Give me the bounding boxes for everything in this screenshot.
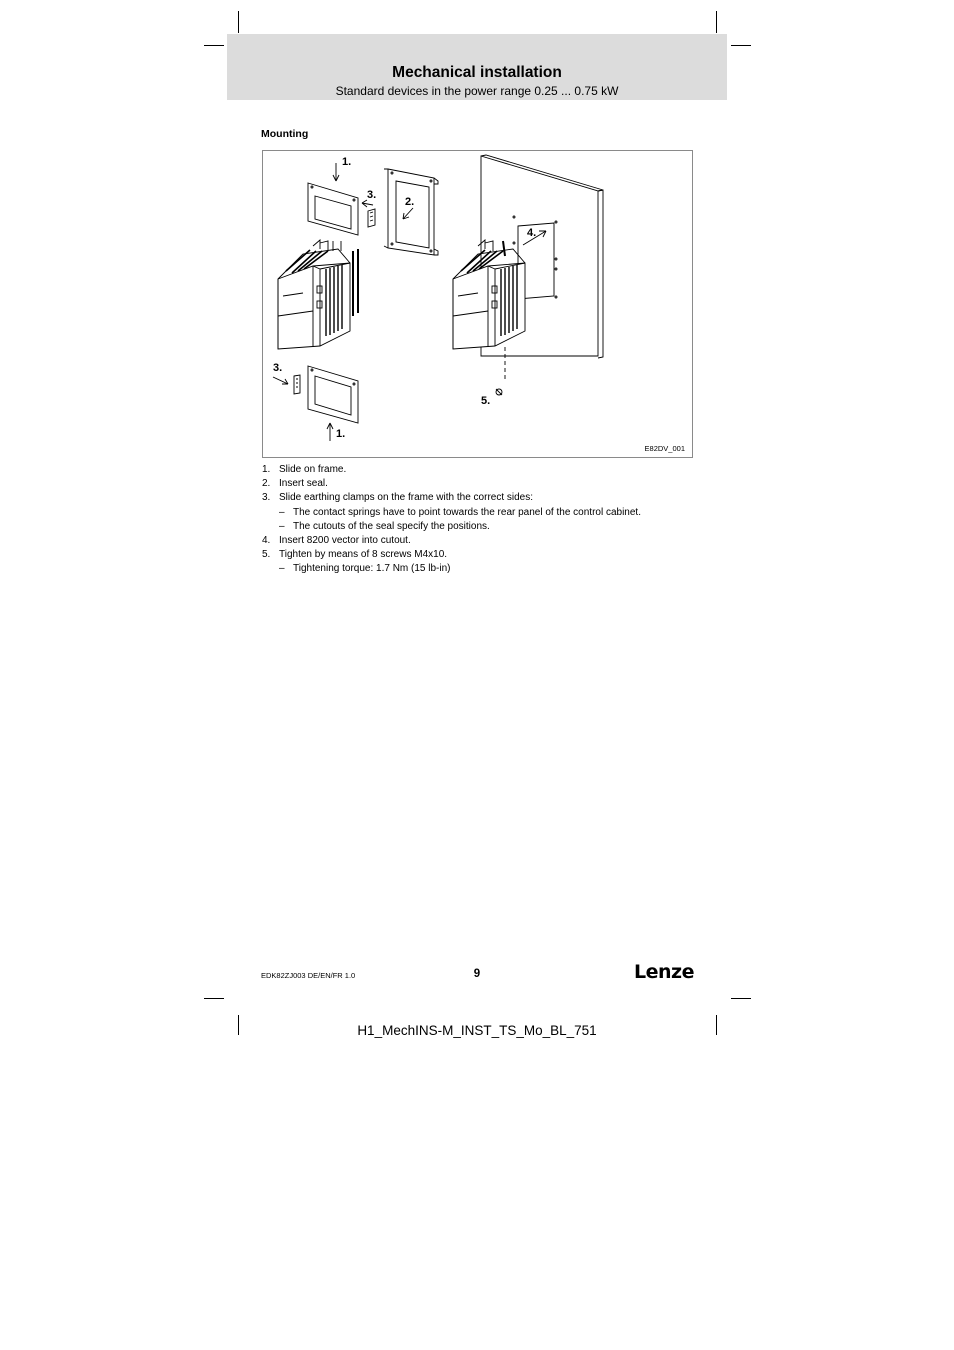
step-number: 2. (262, 478, 271, 490)
sub-item-text: Tightening torque: 1.7 Nm (15 lb-in) (293, 563, 451, 575)
dash-bullet: – (279, 520, 285, 532)
figure-code: E82DV_001 (644, 444, 685, 453)
crop-mark (716, 11, 717, 33)
label-step2: 2. (405, 196, 415, 208)
crop-mark (731, 998, 751, 999)
list-item (262, 463, 702, 477)
step-text: Slide earthing clamps on the frame with the correct sides: (279, 492, 534, 504)
sub-list-item (262, 562, 702, 576)
lenze-logo: Lenze (634, 961, 694, 983)
earthing-clamp-top (368, 209, 375, 227)
header-band (227, 34, 727, 100)
crop-mark (204, 998, 224, 999)
seal (388, 169, 434, 255)
list-item (262, 534, 702, 548)
list-item (262, 548, 702, 562)
page-number: 9 (473, 968, 481, 980)
step-text: Insert 8200 vector into cutout. (279, 535, 411, 547)
page-title: Mechanical installation (392, 64, 562, 81)
dash-bullet: – (279, 506, 285, 518)
label-step3-bottom: 3. (273, 362, 283, 374)
document-code: EDK82ZJ003 DE/EN/FR 1.0 (261, 971, 356, 980)
step-text: Insert seal. (279, 478, 328, 490)
sub-item-text: The cutouts of the seal specify the positions. (293, 520, 490, 532)
instruction-list (262, 463, 702, 577)
dash-bullet: – (279, 563, 285, 575)
step-text: Slide on frame. (279, 464, 347, 475)
label-step3-top: 3. (367, 189, 377, 201)
step-number: 1. (262, 464, 271, 475)
step-text: Tighten by means of 8 screws M4x10. (279, 549, 448, 561)
document-id: H1_MechINS-M_INST_TS_Mo_BL_751 (357, 1023, 597, 1038)
mounting-figure (262, 150, 693, 458)
label-step4: 4. (527, 227, 537, 239)
section-title: Mounting (261, 128, 309, 140)
sub-list-item (262, 506, 702, 520)
step-number: 3. (262, 492, 271, 504)
earthing-clamp-bottom (294, 375, 300, 394)
top-frame (308, 183, 358, 235)
label-step1-top: 1. (342, 156, 352, 168)
label-step5: 5. (481, 395, 491, 407)
crop-mark (731, 45, 751, 46)
list-item (262, 477, 702, 491)
device (278, 240, 358, 349)
step-number: 5. (262, 549, 271, 561)
crop-mark (238, 11, 239, 33)
sub-item-text: The contact springs have to point towards the rear panel of the control cabinet. (293, 506, 641, 518)
list-item (262, 491, 702, 505)
step-number: 4. (262, 535, 271, 547)
page-subtitle: Standard devices in the power range 0.25 ... 0.75 kW (335, 84, 619, 98)
crop-mark (204, 45, 224, 46)
mounting-drawing (263, 151, 694, 459)
sub-list-item (262, 520, 702, 534)
label-step1-bottom: 1. (336, 428, 346, 440)
